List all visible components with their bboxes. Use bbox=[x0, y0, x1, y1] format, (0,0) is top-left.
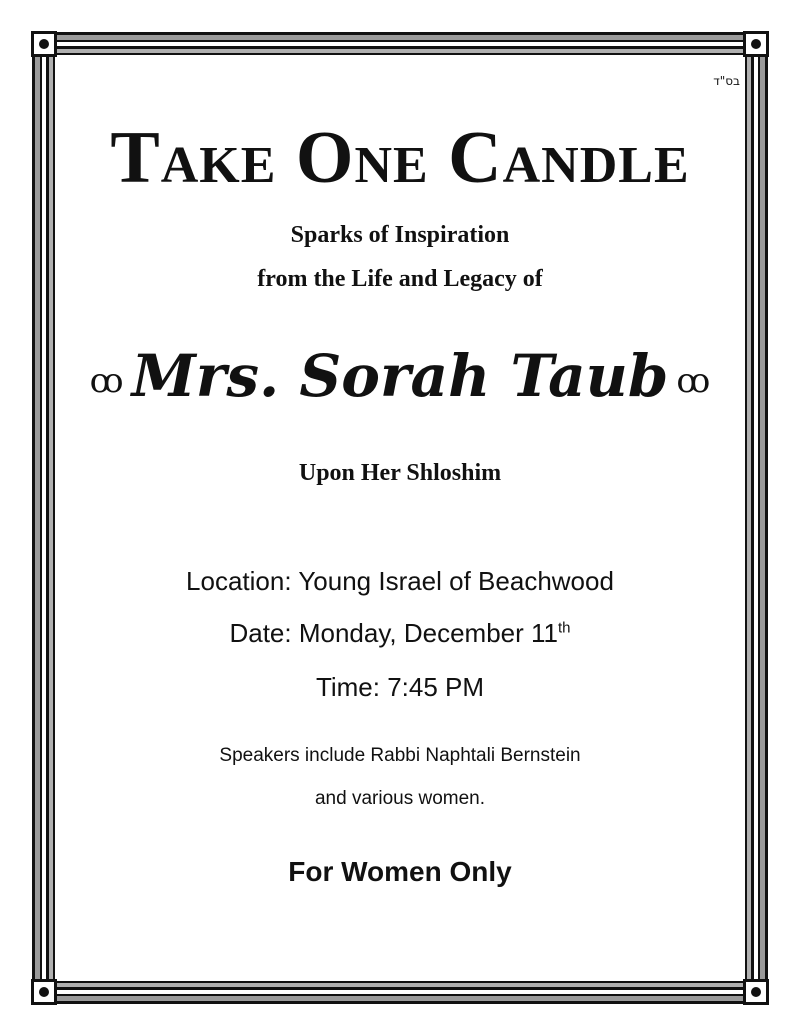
flourish-right-icon: ꝏ bbox=[676, 361, 711, 401]
flourish-left-icon: ꝏ bbox=[89, 361, 124, 401]
audience-note: For Women Only bbox=[288, 856, 512, 887]
speakers-line-1: Speakers include Rabbi Naphtali Bernstein bbox=[219, 745, 581, 766]
event-location: Location: Young Israel of Beachwood bbox=[186, 566, 614, 596]
honoree-name: Mrs. Sorah Taub bbox=[131, 342, 669, 410]
speakers-line-2: and various women. bbox=[314, 788, 486, 809]
subtitle-line-2: from the Life and Legacy of bbox=[257, 266, 543, 292]
flyer-title: Take One Candle bbox=[110, 117, 690, 199]
occasion-text: Upon Her Shloshim bbox=[298, 460, 502, 486]
subtitle-line-1: Sparks of Inspiration bbox=[290, 222, 510, 248]
event-date-text: Date: Monday, December 11 bbox=[229, 618, 558, 648]
event-time: Time: 7:45 PM bbox=[315, 672, 485, 702]
hebrew-header-mark: בס"ד bbox=[713, 74, 740, 88]
event-date bbox=[0, 618, 800, 649]
honoree-name-line bbox=[0, 336, 800, 421]
event-date-suffix: th bbox=[558, 619, 571, 637]
